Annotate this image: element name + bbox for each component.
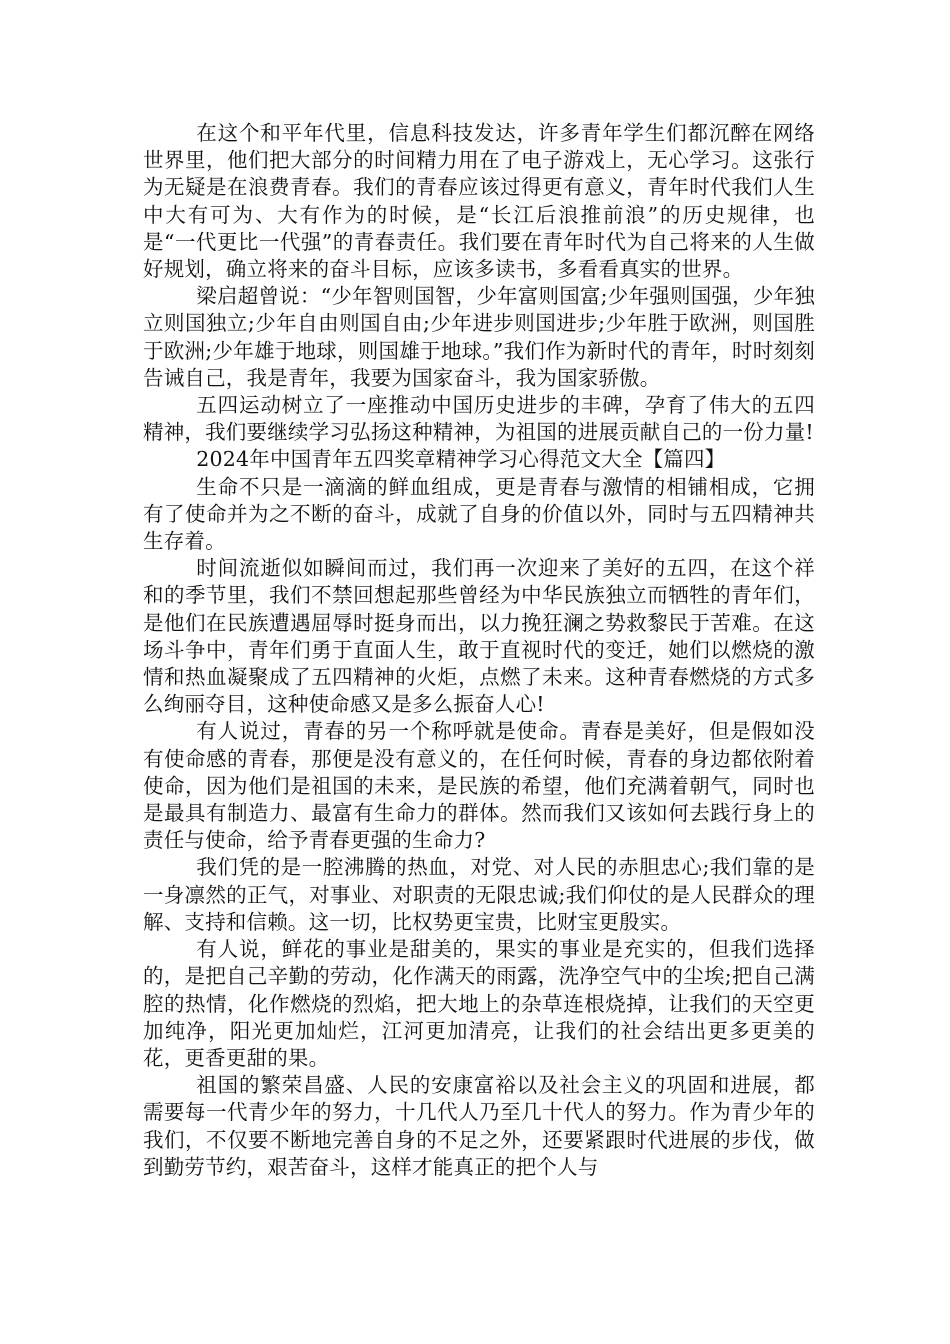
paragraph: 时间流逝似如瞬间而过，我们再一次迎来了美好的五四，在这个祥和的季节里，我们不禁回想起那些曾经为中华民族独立而牺牲的青年们，是他们在民族遭遇屈辱时挺身而出，以力挽狂澜之势救黎民于苦难。在这场斗争中，青年们勇于直面人生，敢于直视时代的变迁，她们以燃烧的激情和热血凝聚成了五四精神的火炬，点燃了未来。这种青春燃烧的方式多么绚丽夺目，这种使命感又是多么振奋人心! xyxy=(143,556,815,717)
paragraph: 在这个和平年代里，信息科技发达，许多青年学生们都沉醉在网络世界里，他们把大部分的时间精力用在了电子游戏上，无心学习。这张行为无疑是在浪费青春。我们的青春应该过得更有意义，青年时代我们人生中大有可为、大有作为的时候，是“长江后浪推前浪”的历史规律，也是“一代更比一代强”的青春责任。我们要在青年时代为自己将来的人生做好规划，确立将来的奋斗目标，应该多读书，多看看真实的世界。 xyxy=(143,121,815,282)
paragraph: 祖国的繁荣昌盛、人民的安康富裕以及社会主义的巩固和进展，都需要每一代青少年的努力，十几代人乃至几十代人的努力。作为青少年的我们，不仅要不断地完善自身的不足之外，还要紧跟时代进展的步伐，做到勤劳节约，艰苦奋斗，这样才能真正的把个人与 xyxy=(143,1073,815,1179)
paragraph: 梁启超曾说：“少年智则国智，少年富则国富;少年强则国强，少年独立则国独立;少年自由则国自由;少年进步则国进步;少年胜于欧洲，则国胜于欧洲;少年雄于地球，则国雄于地球。”我们作为新时代的青年，时时刻刻告诫自己，我是青年，我要为国家奋斗，我为国家骄傲。 xyxy=(143,284,815,390)
paragraph: 有人说过，青春的另一个称呼就是使命。青春是美好，但是假如没有使命感的青春，那便是没有意义的，在任何时候，青春的身边都依附着使命，因为他们是祖国的未来，是民族的希望，他们充满着朝气，同时也是最具有制造力、最富有生命力的群体。然而我们又该如何去践行身上的责任与使命，给予青春更强的生命力? xyxy=(143,719,815,853)
paragraph: 生命不只是一滴滴的鲜血组成，更是青春与激情的相铺相成，它拥有了使命并为之不断的奋斗，成就了自身的价值以外，同时与五四精神共生存着。 xyxy=(143,474,815,554)
paragraph: 有人说，鲜花的事业是甜美的，果实的事业是充实的，但我们选择的，是把自己辛勤的劳动，化作满天的雨露，洗净空气中的尘埃;把自己满腔的热情，化作燃烧的烈焰，把大地上的杂草连根烧掉，让我们的天空更加纯净，阳光更加灿烂，江河更加清亮，让我们的社会结出更多更美的花，更香更甜的果。 xyxy=(143,937,815,1070)
document-body xyxy=(143,120,815,1181)
paragraph: 五四运动树立了一座推动中国历史进步的丰碑，孕育了伟大的五四精神，我们要继续学习弘扬这种精神，为祖国的进展贡献自己的一份力量! xyxy=(143,393,815,445)
paragraph: 我们凭的是一腔沸腾的热血，对党、对人民的赤胆忠心;我们靠的是一身凛然的正气，对事业、对职责的无限忠诚;我们仰仗的是人民群众的理解、支持和信赖。这一切，比权势更宝贵，比财宝更殷实。 xyxy=(143,855,815,934)
section-heading: 2024年中国青年五四奖章精神学习心得范文大全【篇四】 xyxy=(196,447,726,472)
